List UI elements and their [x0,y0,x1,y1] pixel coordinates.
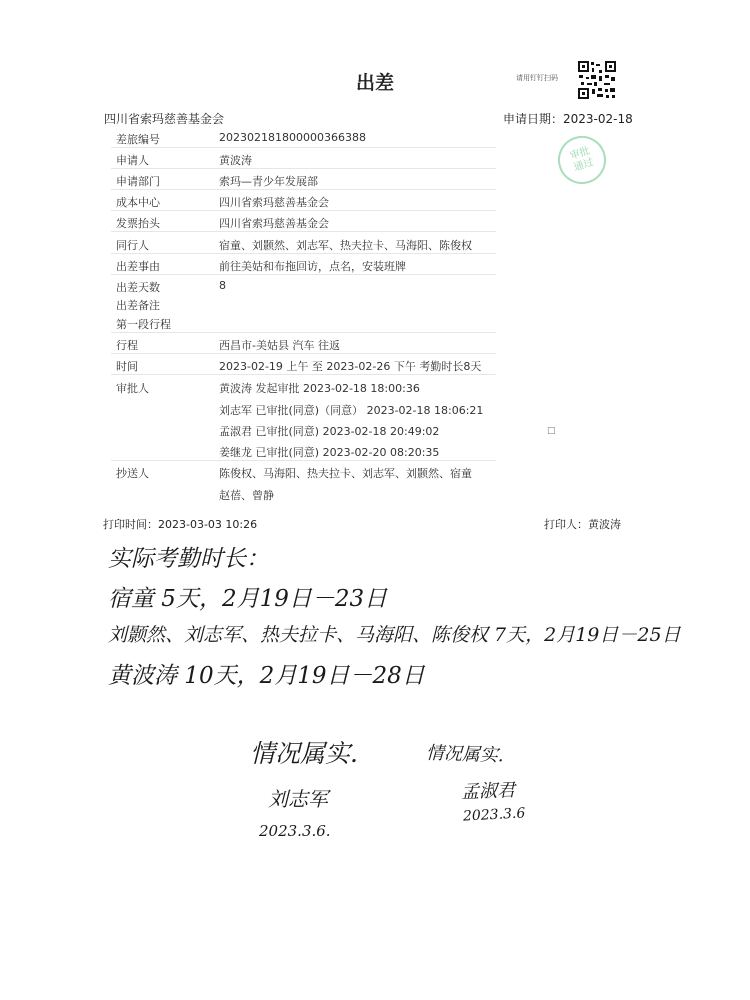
row-value: 前往美姑和布拖回访，点名，安装班牌 [219,260,406,273]
approval-stamp-line2: 通过 [572,156,595,174]
row-value: 索玛—青少年发展部 [219,175,318,188]
row-label: 时间 [116,360,138,373]
row-label: 成本中心 [116,196,160,209]
row-divider [111,332,496,333]
row-divider [111,253,496,254]
section-heading: 第一段行程 [116,318,171,331]
apply-date: 申请日期：2023-02-18 [503,112,633,126]
print-time: 打印时间：2023-03-03 10:26 [103,518,258,531]
row-label: 申请部门 [116,175,160,188]
signature: 刘志军 [268,787,328,811]
side-mark: □ [547,426,556,436]
document-title: 出差 [355,72,394,94]
qr-hint-text: 请用钉钉扫码 [516,74,558,82]
row-label: 出差事由 [116,260,160,273]
row-label: 申请人 [116,154,149,167]
row-divider [111,374,496,375]
row-label: 同行人 [116,239,149,252]
row-divider [111,210,496,211]
printer-name: 打印人：黄波涛 [544,518,621,531]
row-value: 黄波涛 发起审批 2023-02-18 18:00:36 [219,382,420,395]
row-value: 陈俊权、马海阳、热夫拉卡、刘志军、刘颢然、宿童 [219,467,472,480]
handwritten-line: 刘颢然、刘志军、热夫拉卡、马海阳、陈俊权 7天，2月19日－25日 [108,624,681,646]
row-value: 2023-02-19 上午 至 2023-02-26 下午 考勤时长8天 [219,360,482,373]
row-divider [111,460,496,461]
row-label: 行程 [116,339,138,352]
row-divider [111,274,496,275]
row-value: 孟淑君 已审批(同意) 2023-02-18 20:49:02 [219,425,440,438]
row-value: 四川省索玛慈善基金会 [219,196,329,209]
row-label: 差旅编号 [116,133,160,146]
row-divider [111,147,496,148]
row-label: 抄送人 [116,467,149,480]
row-value: 刘志军 已审批(同意)（同意） 2023-02-18 18:06:21 [219,404,484,417]
row-divider [111,168,496,169]
row-label: 出差天数 [116,281,160,294]
row-label: 出差备注 [116,299,160,312]
row-value: 姜继龙 已审批(同意) 2023-02-20 08:20:35 [219,446,440,459]
handwritten-confirmation: 情况属实. [425,742,505,767]
handwritten-heading: 实际考勤时长： [108,546,269,572]
approval-stamp [552,130,612,190]
row-value: 西昌市-美姑县 汽车 往返 [219,339,340,352]
signature-date: 2023.3.6 [462,805,526,825]
handwritten-line: 黄波涛 10天，2月19日－28日 [108,663,425,689]
row-divider [111,231,496,232]
row-value: 宿童、刘颢然、刘志军、热夫拉卡、马海阳、陈俊权 [219,239,472,252]
row-value: 202302181800000366388 [219,131,366,144]
row-divider [111,353,496,354]
row-label: 发票抬头 [116,217,160,230]
row-label: 审批人 [116,382,149,395]
row-value: 赵蓓、曾静 [219,489,274,502]
row-value: 四川省索玛慈善基金会 [219,217,329,230]
organization-name: 四川省索玛慈善基金会 [104,112,225,126]
handwritten-line: 宿童 5天，2月19日－23日 [108,586,388,612]
approval-stamp-line1: 审批 [568,145,592,163]
handwritten-confirmation: 情况属实. [250,739,358,768]
row-divider [111,189,496,190]
signature: 孟淑君 [460,780,516,803]
row-value: 黄波涛 [219,154,252,167]
qr-code-icon [577,60,617,100]
signature-date: 2023.3.6. [259,822,331,840]
row-value: 8 [219,279,226,292]
